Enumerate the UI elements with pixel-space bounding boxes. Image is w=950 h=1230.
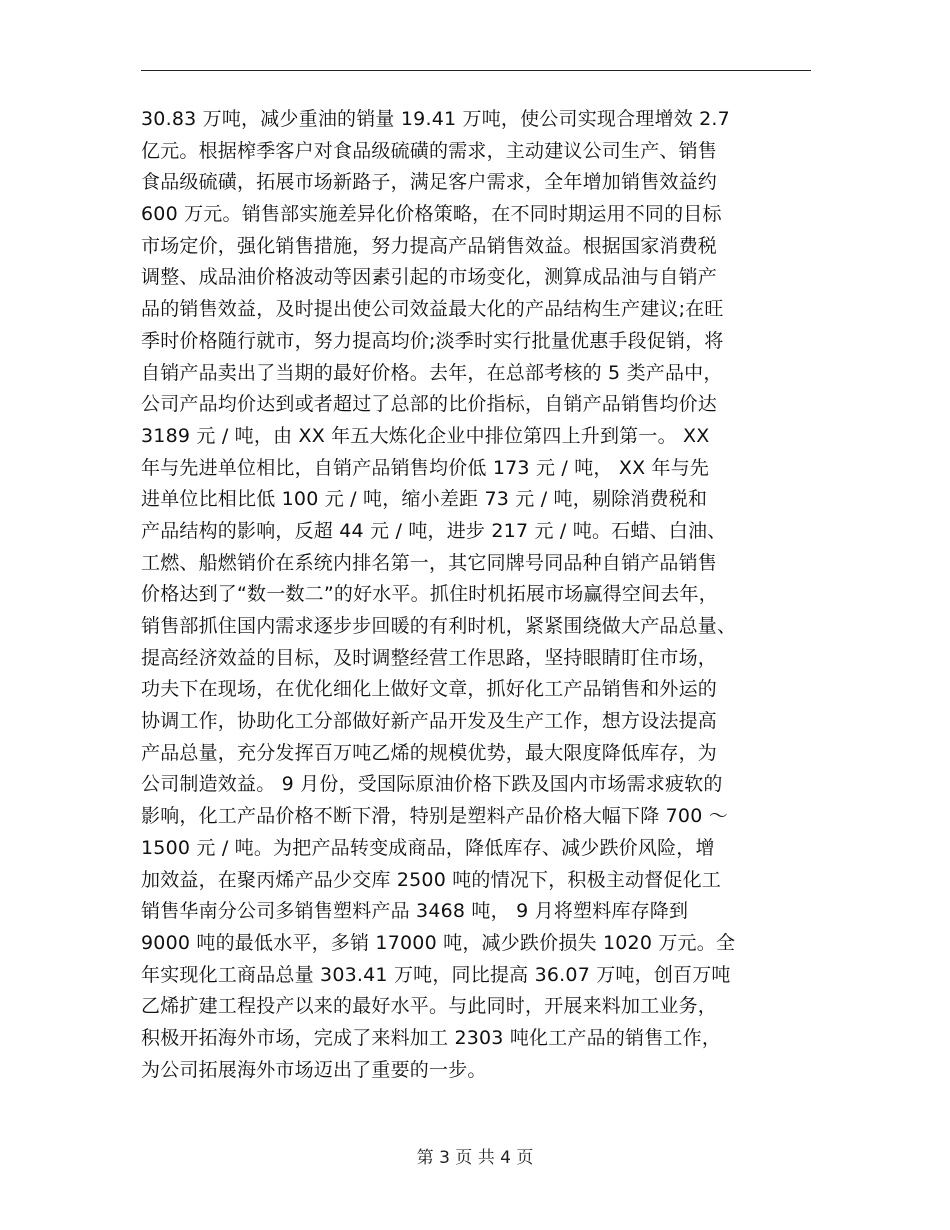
text-line: 协调工作，协助化工分部做好新产品开发及生产工作，想方设法提高	[141, 710, 718, 733]
text-line: 亿元。根据榨季客户对食品级硫磺的需求，主动建议公司生产、销售	[141, 139, 718, 162]
text-line: 季时价格随行就市，努力提高均价;淡季时实行批量优惠手段促销，将	[141, 329, 724, 352]
text-line: 品的销售效益，及时提出使公司效益最大化的产品结构生产建议;在旺	[141, 298, 724, 321]
text-line: 9000 吨的最低水平，多销 17000 吨，减少跌价损失 1020 万元。全	[141, 931, 736, 954]
text-line: 食品级硫磺，拓展市场新路子，满足客户需求，全年增加销售效益约	[141, 171, 718, 194]
text-line: 工燃、船燃销价在系统内排名第一，其它同牌号同品种自销产品销售	[141, 551, 718, 574]
text-line: 功夫下在现场，在优化细化上做好文章，抓好化工产品销售和外运的	[141, 678, 718, 701]
text-line: 加效益，在聚丙烯产品少交库 2500 吨的情况下，积极主动督促化工	[141, 868, 722, 891]
text-line: 30.83 万吨，减少重油的销量 19.41 万吨，使公司实现合理增效 2.7	[141, 108, 730, 130]
text-line: 影响，化工产品价格不断下滑，特别是塑料产品价格大幅下降 700 ～	[141, 805, 728, 828]
text-line: 销售华南分公司多销售塑料产品 3468 吨， 9 月将塑料库存降到	[141, 900, 689, 923]
document-body	[141, 104, 831, 1086]
text-line: 销售部抓住国内需求逐步步回暖的有利时机，紧紧围绕做大产品总量、	[141, 615, 737, 637]
text-line: 为公司拓展海外市场迈出了重要的一步。	[141, 1058, 487, 1081]
text-line: 年实现化工商品总量 303.41 万吨，同比提高 36.07 万吨，创百万吨	[141, 963, 731, 986]
text-line: 市场定价，强化销售措施，努力提高产品销售效益。根据国家消费税	[141, 234, 718, 257]
text-line: 积极开拓海外市场，完成了来料加工 2303 吨化工产品的销售工作，	[141, 1026, 722, 1049]
header-rule	[141, 70, 811, 71]
text-line: 1500 元 / 吨。为把产品转变成商品，降低库存、减少跌价风险，增	[141, 836, 715, 859]
text-line: 3189 元 / 吨，由 XX 年五大炼化企业中排位第四上升到第一。 XX	[141, 424, 710, 447]
text-line: 乙烯扩建工程投产以来的最好水平。与此同时，开展来料加工业务，	[141, 995, 718, 1018]
text-line: 价格达到了“数一数二”的好水平。抓住时机拓展市场赢得空间去年，	[141, 583, 718, 606]
text-line: 600 万元。销售部实施差异化价格策略，在不同时期运用不同的目标	[141, 203, 722, 226]
text-line: 产品总量，充分发挥百万吨乙烯的规模优势，最大限度降低库存，为	[141, 741, 718, 764]
text-line: 年与先进单位相比，自销产品销售均价低 173 元 / 吨， XX 年与先	[141, 456, 710, 479]
text-line: 自销产品卖出了当期的最好价格。去年，在总部考核的 5 类产品中，	[141, 361, 723, 384]
text-line: 提高经济效益的目标，及时调整经营工作思路，坚持眼睛盯住市场，	[141, 646, 718, 669]
text-line: 公司制造效益。 9 月份，受国际原油价格下跌及国内市场需求疲软的	[141, 773, 723, 796]
text-line: 调整、成品油价格波动等因素引起的市场变化，测算成品油与自销产	[141, 266, 718, 289]
text-line: 产品结构的影响，反超 44 元 / 吨，进步 217 元 / 吨。石蜡、白油、	[141, 519, 727, 542]
text-line: 进单位比相比低 100 元 / 吨，缩小差距 73 元 / 吨，剔除消费税和	[141, 488, 708, 511]
text-line: 公司产品均价达到或者超过了总部的比价指标，自销产品销售均价达	[141, 393, 718, 416]
page-number-footer: 第 3 页 共 4 页	[416, 1148, 534, 1168]
